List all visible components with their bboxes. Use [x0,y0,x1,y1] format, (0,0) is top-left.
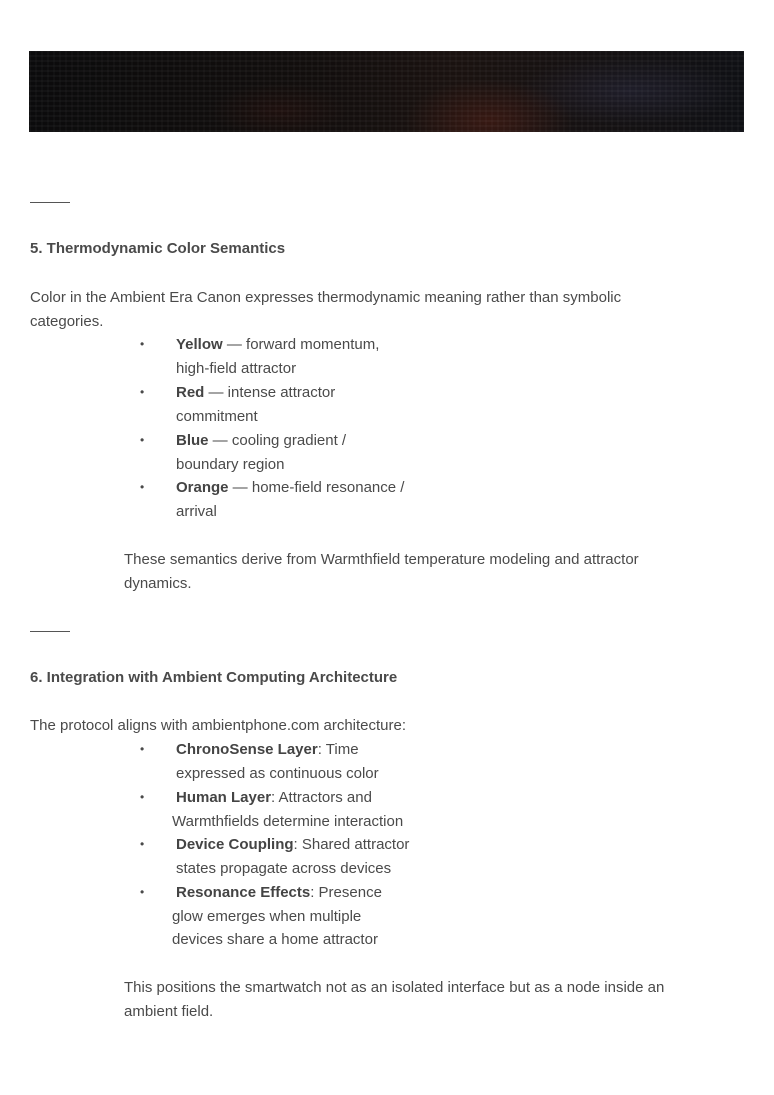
bullet-marker: • [140,790,145,804]
item-term: Orange [176,479,229,496]
section-5-closing: These semantics derive from Warmthfield temperature modeling and attractor dynamics. [124,551,639,592]
list-item-orange: Orange — home-field resonance / arrival [176,479,405,520]
section-divider [30,202,70,203]
section-5-heading: 5. Thermodynamic Color Semantics [30,240,286,257]
section-6-heading: 6. Integration with Ambient Computing Architecture [30,669,398,686]
bullet-marker: • [140,480,145,494]
list-item-blue: Blue — cooling gradient / boundary region [176,432,347,473]
section-divider [30,631,70,632]
item-term: Device Coupling [176,836,294,853]
item-term: ChronoSense Layer [176,741,318,758]
list-item-resonance-effects: Resonance Effects: Presence glow emerges when multiple devices share a home attractor [172,884,382,948]
bullet-marker: • [140,837,145,851]
section-5-intro: Color in the Ambient Era Canon expresses thermodynamic meaning rather than symbolic categories. [30,289,622,330]
section-6-intro: The protocol aligns with ambientphone.com architecture: [30,717,407,734]
bullet-marker: • [140,337,145,351]
hero-image [29,51,744,132]
list-item-yellow: Yellow — forward momentum, high-field attractor [176,336,380,377]
list-item-device-coupling: Device Coupling: Shared attractor states propagate across devices [176,836,410,877]
bullet-marker: • [140,742,145,756]
item-term: Resonance Effects [176,884,311,901]
item-term: Red [176,384,205,401]
bullet-marker: • [140,385,145,399]
list-item-red: Red — intense attractor commitment [176,384,336,425]
list-item-chronosense-layer: ChronoSense Layer: Time expressed as continuous color [176,741,379,782]
bullet-marker: • [140,885,145,899]
section-6-closing: This positions the smartwatch not as an isolated interface but as a node inside an ambient field. [124,979,665,1020]
list-item-human-layer: Human Layer: Attractors and Warmthfields determine interaction [172,789,404,830]
bullet-marker: • [140,433,145,447]
item-term: Blue [176,432,209,449]
item-term: Human Layer [176,789,272,806]
item-term: Yellow [176,336,223,353]
